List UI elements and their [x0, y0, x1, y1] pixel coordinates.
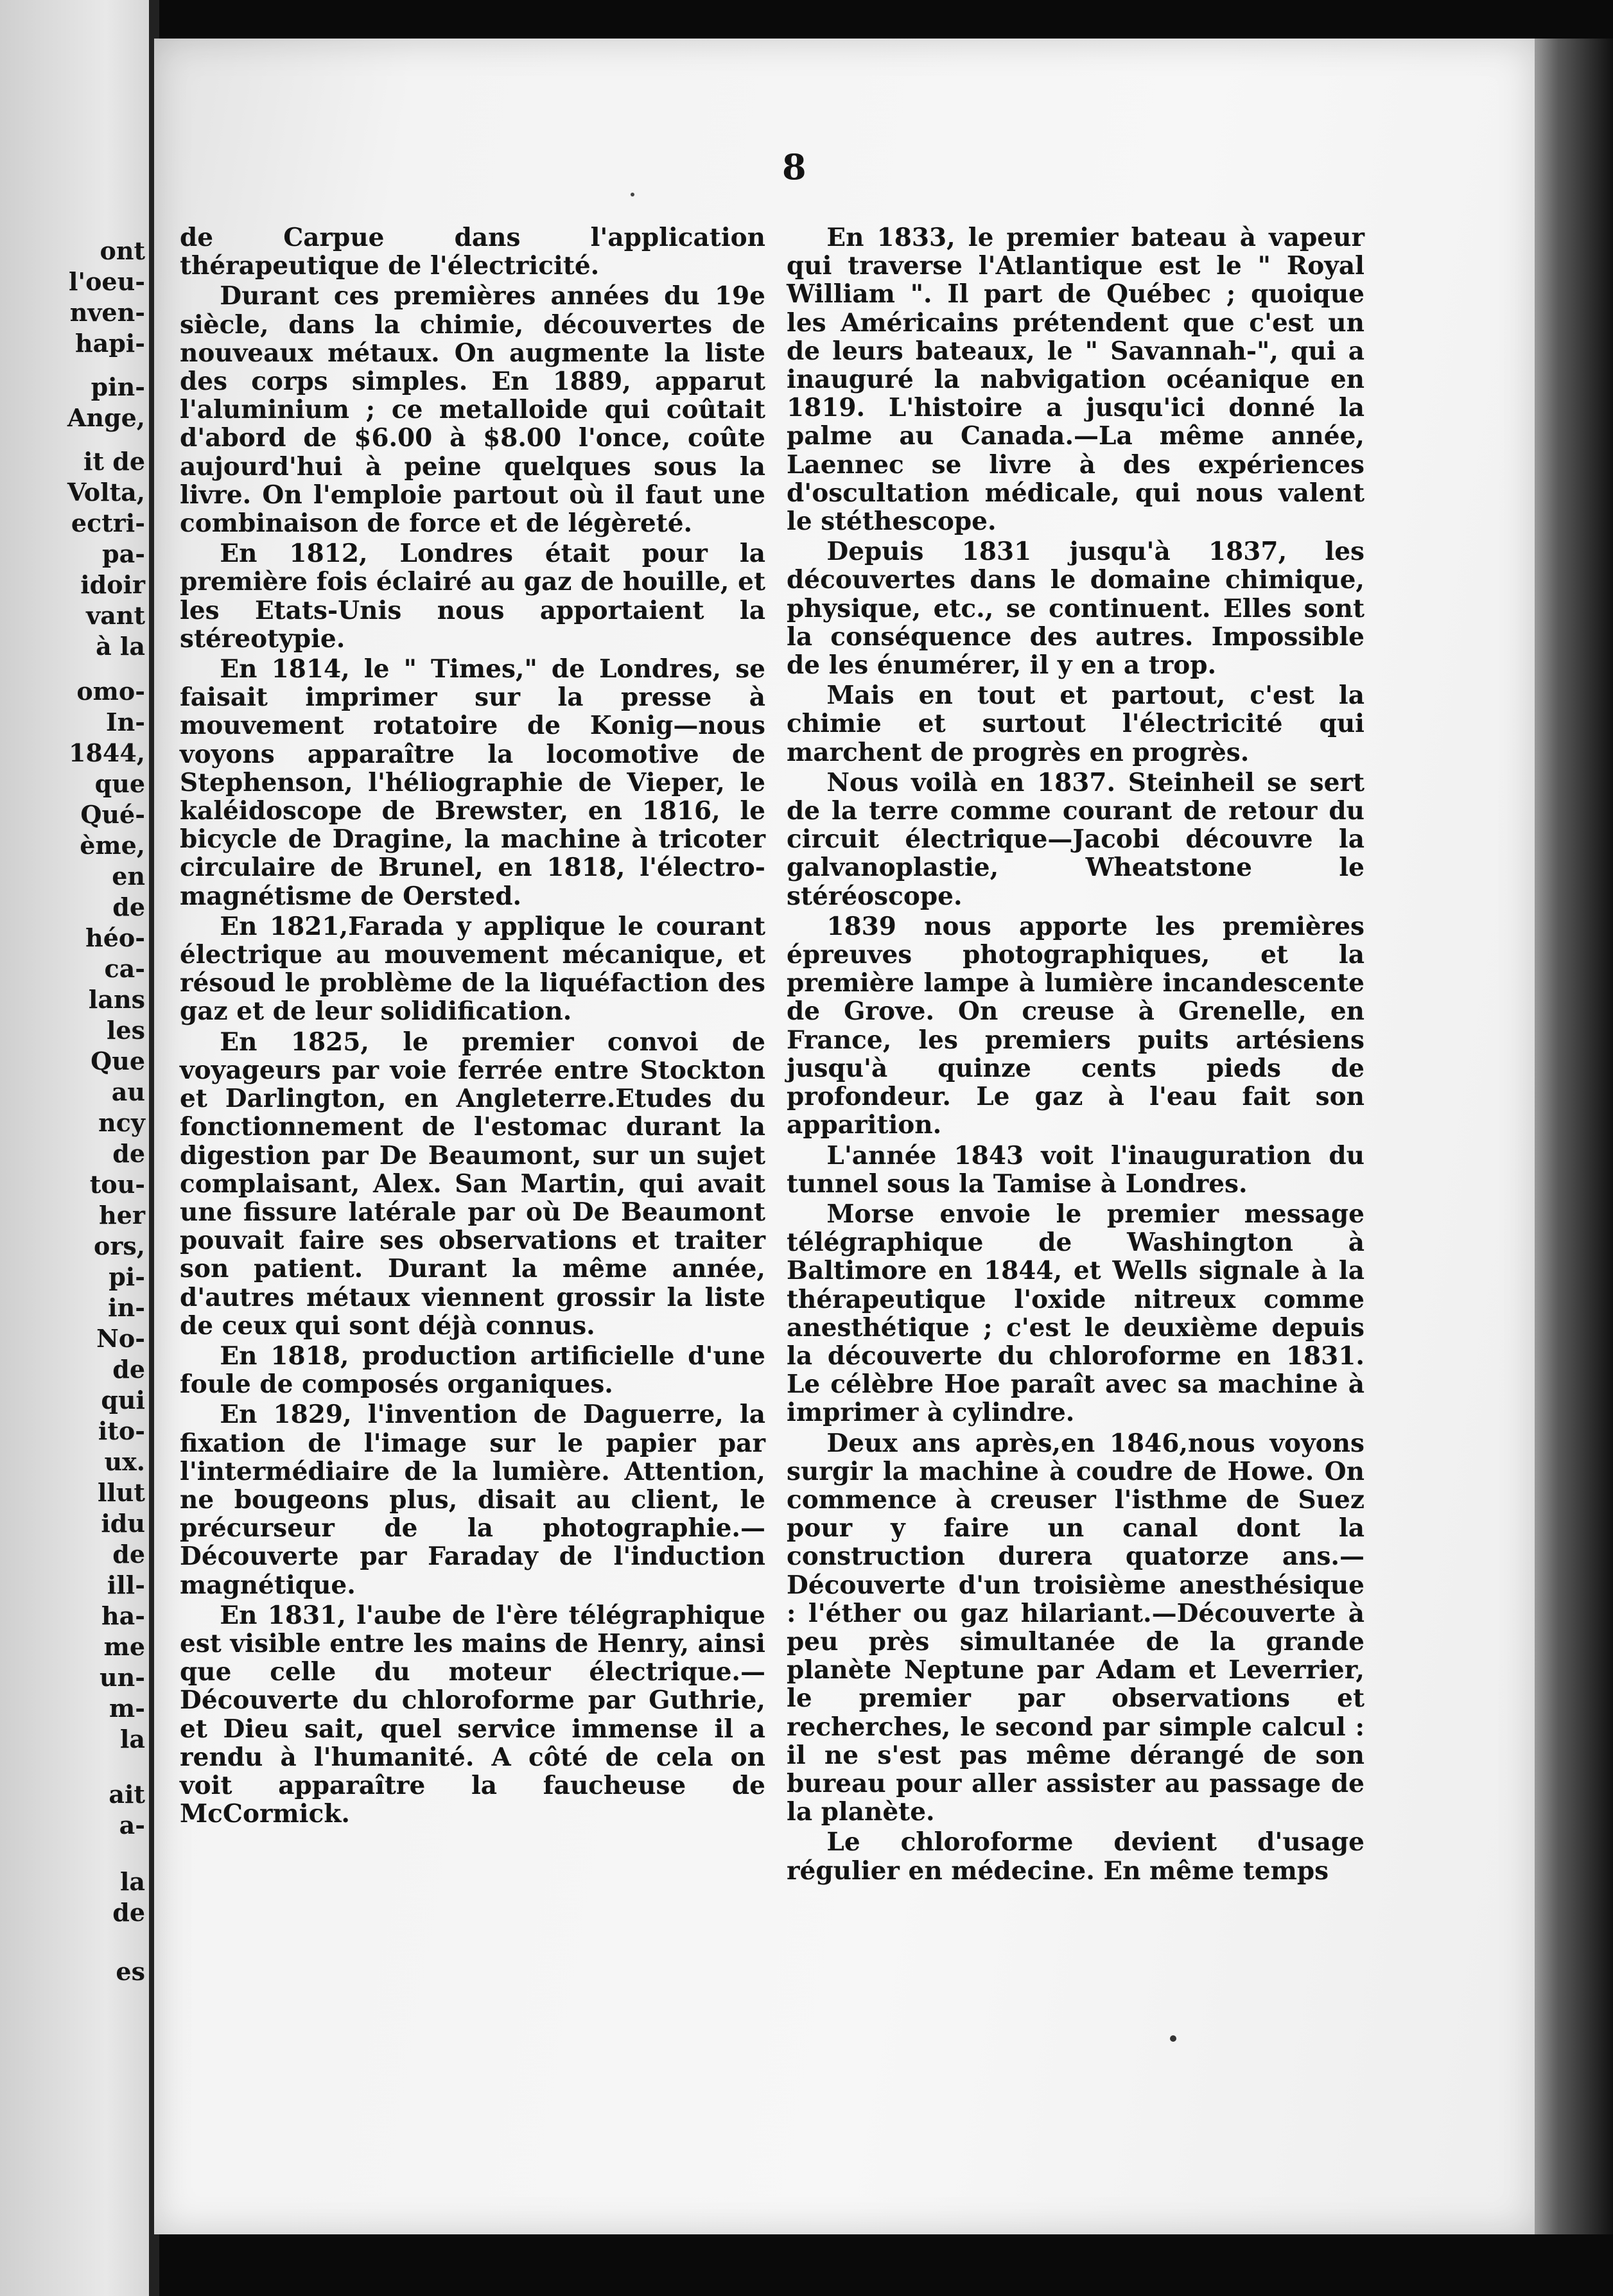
- fragment-text: m-: [109, 1694, 145, 1723]
- fragment-text: ncy: [98, 1108, 145, 1137]
- page-number: 8: [782, 146, 806, 187]
- fragment-text: nven-: [69, 298, 145, 327]
- fragment-text: Que: [91, 1047, 145, 1075]
- paragraph: L'année 1843 voit l'inauguration du tunnel sous la Tamise à Londres.: [787, 1140, 1365, 1199]
- paragraph: En 1825, le premier convoi de voyageurs par voie ferrée entre Stockton et Darlington, en Angleterre.Etudes du fonctionnement de l'estomac durant la digestion par De Beaumont, sur un sujet complaisant, Alex. San Martin, qui avait une fissure latérale par où De Beaumont pouvait faire ses observations et traiter son patient. Durant la même année, d'autres métaux viennent grossir la liste de ceux qui sont déjà connus.: [180, 1027, 765, 1341]
- fragment-text: Ange,: [67, 403, 145, 432]
- paragraph: En 1829, l'invention de Daguerre, la fixation de l'image sur le papier par l'intermédiaire de la lumière. Attention, ne bougeons plus, disait au client, le précurseur de la photographie.—Découverte par Faraday de l'induction magnétique.: [180, 1400, 765, 1600]
- ink-speck: [631, 193, 634, 196]
- paragraph: Depuis 1831 jusqu'à 1837, les découvertes dans le domaine chimique, physique, etc., se continuent. Elles sont la conséquence des autres. Impossible de les énumérer, il y en a trop.: [787, 537, 1365, 681]
- fragment-text: es: [116, 1957, 145, 1986]
- paragraph: 1839 nous apporte les premières épreuves photographiques, et la première lampe à lumière incandescente de Grove. On creuse à Grenelle, en France, les premiers puits artésiens jusqu'à quinze cents pieds de profondeur. Le gaz à l'eau fait son apparition.: [787, 911, 1365, 1140]
- fragment-text: me: [103, 1632, 145, 1661]
- paragraph: En 1833, le premier bateau à vapeur qui traverse l'Atlantique est le " Royal William ". Il part de Québec ; quoique les Américains prétendent que c'est un de leurs bateaux, le " Savannah-", qui a inauguré la nabvigation océanique en 1819. L'histoire a jusqu'ici donné la palme au Canada.—La même année, Laennec se livre à des expériences d'oscultation médicale, qui nous valent le stéthescope.: [787, 223, 1365, 537]
- fragment-text: idu: [101, 1509, 145, 1538]
- fragment-text: ème,: [80, 831, 145, 860]
- fragment-text: tou-: [89, 1170, 145, 1199]
- fragment-text: ha-: [101, 1601, 145, 1630]
- fragment-text: en: [112, 862, 145, 891]
- fragment-text: omo-: [76, 677, 145, 706]
- paragraph: Deux ans après,en 1846,nous voyons surgir la machine à coudre de Howe. On commence à creuser l'isthme de Suez pour y faire un canal dont la construction durera quatorze ans.—Découverte d'un troisième anesthésique : l'éther ou gaz hilariant.—Découverte à peu près simultanée de la grande planète Neptune par Adam et Leverrier, le premier par observations et recherches, le second par simple calcul : il ne s'est pas même dérangé de son bureau pour aller assister au passage de la planète.: [787, 1428, 1365, 1827]
- fragment-text: qui: [101, 1386, 145, 1414]
- page-edge-shadow: [1535, 39, 1613, 2234]
- fragment-text: ill-: [107, 1570, 145, 1599]
- fragment-text: héo-: [85, 923, 145, 952]
- fragment-text: idoir: [80, 570, 145, 599]
- fragment-text: ors,: [94, 1231, 145, 1260]
- fragment-text: it de: [83, 447, 145, 476]
- fragment-text: de: [112, 1540, 145, 1569]
- fragment-text: ont: [100, 236, 145, 265]
- fragment-text: de: [112, 1355, 145, 1384]
- fragment-text: ux.: [104, 1447, 145, 1476]
- fragment-text: hapi-: [74, 329, 145, 358]
- fragment-text: llut: [97, 1478, 145, 1507]
- fragment-text: les: [106, 1016, 145, 1045]
- paragraph: En 1821,Farada y applique le courant électrique au mouvement mécanique, et résoud le problème de la liquéfaction des gaz et de leur solidification.: [180, 911, 765, 1027]
- paragraph: Morse envoie le premier message télégraphique de Washington à Baltimore en 1844, et Wells signale à la thérapeutique l'oxide nitreux comme anesthétique ; c'est le deuxième depuis la découverte du chloroforme en 1831. Le célèbre Hoe paraît avec sa machine à imprimer à cylindre.: [787, 1199, 1365, 1428]
- fragment-text: 1844,: [69, 738, 145, 767]
- paragraph: En 1812, Londres était pour la première fois éclairé au gaz de houille, et les Etats-Unis nous apportaient la stéreotypie.: [180, 539, 765, 654]
- text-column-left: [180, 223, 765, 1828]
- fragment-text: de: [112, 1898, 145, 1927]
- paragraph: Durant ces premières années du 19e siècle, dans la chimie, découvertes de nouveaux métaux. On augmente la liste des corps simples. En 1889, apparut l'aluminium ; ce metalloide qui coûtait d'abord de $6.00 à $8.00 l'once, coûte aujourd'hui à peine quelques sous la livre. On l'emploie partout où il faut une combinaison de force et de légèreté.: [180, 281, 765, 539]
- paragraph: En 1818, production artificielle d'une foule de composés organiques.: [180, 1341, 765, 1400]
- paragraph: Nous voilà en 1837. Steinheil se sert de la terre comme courant de retour du circuit électrique—Jacobi découvre la galvanoplastie, Wheatstone le stéréoscope.: [787, 767, 1365, 911]
- facing-page-fragment: [0, 0, 152, 2296]
- fragment-text: ito-: [98, 1416, 145, 1445]
- fragment-text: à la: [96, 632, 145, 661]
- fragment-text: de: [112, 1139, 145, 1168]
- ink-speck: [1170, 2035, 1176, 2042]
- fragment-text: ait: [109, 1780, 145, 1809]
- paragraph: Mais en tout et partout, c'est la chimie et surtout l'électricité qui marchent de progrès en progrès.: [787, 681, 1365, 767]
- fragment-text: un-: [99, 1663, 145, 1692]
- fragment-text: au: [111, 1077, 145, 1106]
- fragment-text: a-: [119, 1811, 145, 1839]
- fragment-text: pa-: [102, 539, 145, 568]
- fragment-text: vant: [86, 601, 145, 630]
- paragraph: Le chloroforme devient d'usage régulier en médecine. En même temps: [787, 1827, 1365, 1886]
- paragraph: En 1814, le " Times," de Londres, se faisait imprimer sur la presse à mouvement rotatoire de Konig—nous voyons apparaître la locomotive de Stephenson, l'héliographie de Vieper, le kaléidoscope de Brewster, en 1816, le bicycle de Dragine, la machine à tricoter circulaire de Brunel, en 1818, l'électro-magnétisme de Oersted.: [180, 654, 765, 911]
- fragment-text: Qué-: [80, 800, 145, 829]
- fragment-text: pin-: [91, 372, 145, 401]
- text-column-right: [787, 223, 1365, 1885]
- paragraph: En 1831, l'aube de l'ère télégraphique est visible entre les mains de Henry, ainsi que celle du moteur électrique.—Découverte du chloroforme par Guthrie, et Dieu sait, quel service immense il a rendu à l'humanité. A côté de cela on voit apparaître la faucheuse de McCormick.: [180, 1600, 765, 1829]
- fragment-text: ectri-: [71, 509, 145, 537]
- fragment-text: In-: [105, 708, 145, 736]
- fragment-text: que: [94, 769, 145, 798]
- paragraph: de Carpue dans l'application thérapeutique de l'électricité.: [180, 223, 765, 281]
- fragment-text: la: [119, 1867, 145, 1896]
- fragment-text: la: [119, 1725, 145, 1753]
- fragment-text: her: [99, 1201, 145, 1230]
- fragment-text: Volta,: [67, 478, 145, 507]
- fragment-text: in-: [108, 1293, 145, 1322]
- fragment-text: l'oeu-: [69, 267, 145, 296]
- fragment-text: de: [112, 892, 145, 921]
- fragment-text: ca-: [104, 954, 145, 983]
- fragment-text: pi-: [109, 1262, 145, 1291]
- fragment-text: No-: [96, 1324, 145, 1353]
- fragment-text: lans: [88, 985, 145, 1014]
